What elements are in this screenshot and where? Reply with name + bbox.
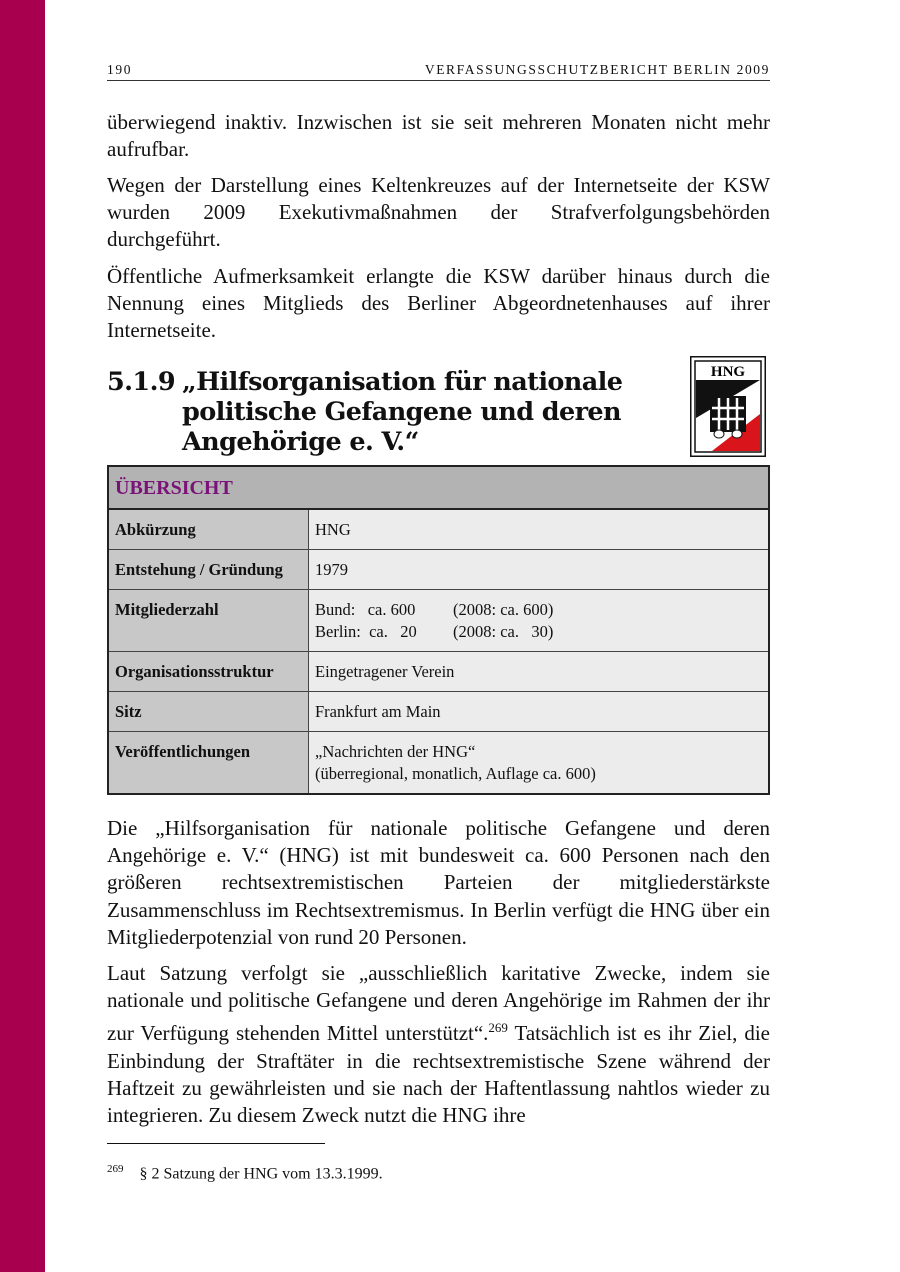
paragraph	[107, 960, 770, 1129]
publication-details: (überregional, monatlich, Auflage ca. 600)	[315, 764, 596, 783]
publication-name: „Nachrichten der HNG“	[315, 742, 476, 761]
members-berlin-2008: (2008: ca. 30)	[453, 622, 554, 641]
table-row	[108, 509, 769, 550]
footnote-ref[interactable]: 269	[488, 1020, 508, 1036]
footnote-number: 269	[107, 1163, 124, 1175]
row-value: Eingetragener Verein	[309, 652, 770, 692]
row-label: Mitgliederzahl	[108, 590, 309, 652]
row-label: Sitz	[108, 692, 309, 732]
running-title: VERFASSUNGSSCHUTZBERICHT BERLIN 2009	[424, 62, 770, 77]
members-federal: Bund: ca. 600	[315, 600, 416, 619]
row-value	[309, 732, 770, 795]
svg-text:HNG: HNG	[710, 364, 746, 380]
members-federal-2008: (2008: ca. 600)	[453, 600, 554, 619]
footnote-text: § 2 Satzung der HNG vom 13.3.1999.	[139, 1165, 383, 1183]
section-number: 5.1.9	[107, 367, 175, 397]
footnote	[107, 1163, 383, 1183]
members-berlin: Berlin: ca. 20	[315, 622, 417, 641]
running-header	[107, 62, 770, 81]
footnote-divider	[107, 1143, 325, 1144]
paragraph-text: Tatsächlich ist es ihr Ziel, die Einbindung der Straftäter in die rechtsextremistische Szene während der Haftzeit zu gewährleisten und sie nach der Haftentlassung nahtlos wieder zu integrieren. Zu diesem Zweck nutzt die HNG ihre	[107, 1021, 770, 1128]
hng-logo	[690, 356, 766, 457]
paragraph: Öffentliche Aufmerksamkeit erlangte die KSW darüber hinaus durch die Nennung eines Mitglieds des Berliner Abgeordnetenhauses auf ihrer Internetseite.	[107, 264, 770, 343]
overview-table	[107, 465, 770, 795]
paragraph-text: Laut Satzung verfolgt sie „ausschließlich karitative Zwecke, indem sie nationale und politische Gefangene und deren Angehörige im Rahmen der ihr zur Verfügung stehenden Mittel unterstützt“.	[107, 961, 770, 1046]
row-value	[309, 590, 770, 652]
paragraph: Wegen der Darstellung eines Keltenkreuzes auf der Internetseite der KSW wurden 2009 Exekutivmaßnahmen der Strafverfolgungsbehörden durchgeführt.	[107, 173, 770, 252]
overview-title: ÜBERSICHT	[108, 466, 769, 509]
row-label: Organisationsstruktur	[108, 652, 309, 692]
row-label: Abkürzung	[108, 509, 309, 550]
paragraph: überwiegend inaktiv. Inzwischen ist sie seit mehreren Monaten nicht mehr aufrufbar.	[107, 110, 770, 162]
table-row	[108, 550, 769, 590]
row-label: Entstehung / Gründung	[108, 550, 309, 590]
row-value: Frankfurt am Main	[309, 692, 770, 732]
table-row	[108, 732, 769, 795]
section-title: „Hilfsorganisation für nationale politische Gefangene und deren Angehörige e. V.“	[182, 367, 623, 457]
row-value: HNG	[309, 509, 770, 550]
row-value: 1979	[309, 550, 770, 590]
row-label: Veröffentlichungen	[108, 732, 309, 795]
table-row	[108, 692, 769, 732]
page-edge-bar	[0, 0, 45, 1272]
table-row	[108, 590, 769, 652]
page-number: 190	[107, 62, 133, 77]
table-row	[108, 652, 769, 692]
paragraph: Die „Hilfsorganisation für nationale politische Gefangene und deren Angehörige e. V.“ (HNG) ist mit bundesweit ca. 600 Personen nach den größeren rechtsextremistischen Parteien der mitgliederstärkste Zusammenschluss im Rechtsextremismus. In Berlin verfügt die HNG über ein Mitgliederpotenzial von rund 20 Personen.	[107, 816, 770, 949]
